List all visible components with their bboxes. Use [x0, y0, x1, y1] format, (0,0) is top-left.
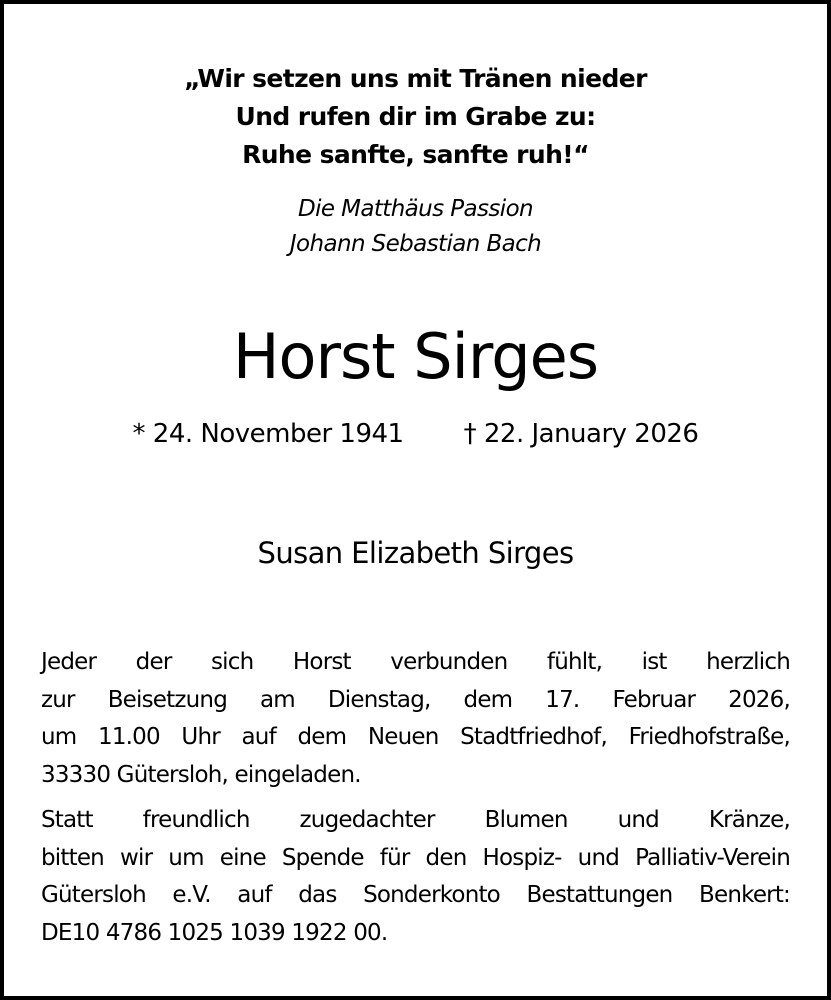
text-line: zur Beisetzung am Dienstag, dem 17. Februar 2026, [41, 686, 790, 713]
iban-line: DE10 4786 1025 1039 1922 00. [41, 919, 388, 946]
text-line: Jeder der sich Horst verbunden fühlt, ist herzlich [41, 649, 790, 675]
quote-line: „Wir setzen uns mit Tränen nieder [184, 64, 647, 93]
deceased-name: Horst Sirges [232, 320, 599, 393]
memorial-quote [4, 60, 827, 174]
quote-line: Ruhe sanfte, sanfte ruh!“ [242, 140, 589, 169]
quote-source [4, 192, 827, 262]
donation-request-paragraph [41, 802, 790, 952]
text-line: 33330 Gütersloh, eingeladen. [41, 761, 361, 788]
quote-line: Und rufen dir im Grabe zu: [235, 102, 596, 131]
quote-source-composer: Johann Sebastian Bach [289, 231, 542, 257]
life-dates [4, 414, 827, 454]
text-line: Gütersloh e.V. auf das Sonderkonto Bestattungen Benkert: [41, 882, 790, 908]
text-line: bitten wir um eine Spende für den Hospiz- und Palliativ-Verein [41, 844, 790, 871]
birth-date: * 24. November 1941 [132, 419, 404, 449]
death-date: † 22. January 2026 [463, 419, 699, 449]
text-line: Statt freundlich zugedachter Blumen und Kränze, [41, 807, 790, 833]
funeral-invitation-paragraph [41, 644, 790, 794]
quote-source-work: Die Matthäus Passion [297, 196, 534, 222]
mourner-name: Susan Elizabeth Sirges [257, 536, 574, 570]
text-line: um 11.00 Uhr auf dem Neuen Stadtfriedhof, Friedhofstraße, [41, 724, 790, 750]
notice-body [41, 644, 790, 960]
